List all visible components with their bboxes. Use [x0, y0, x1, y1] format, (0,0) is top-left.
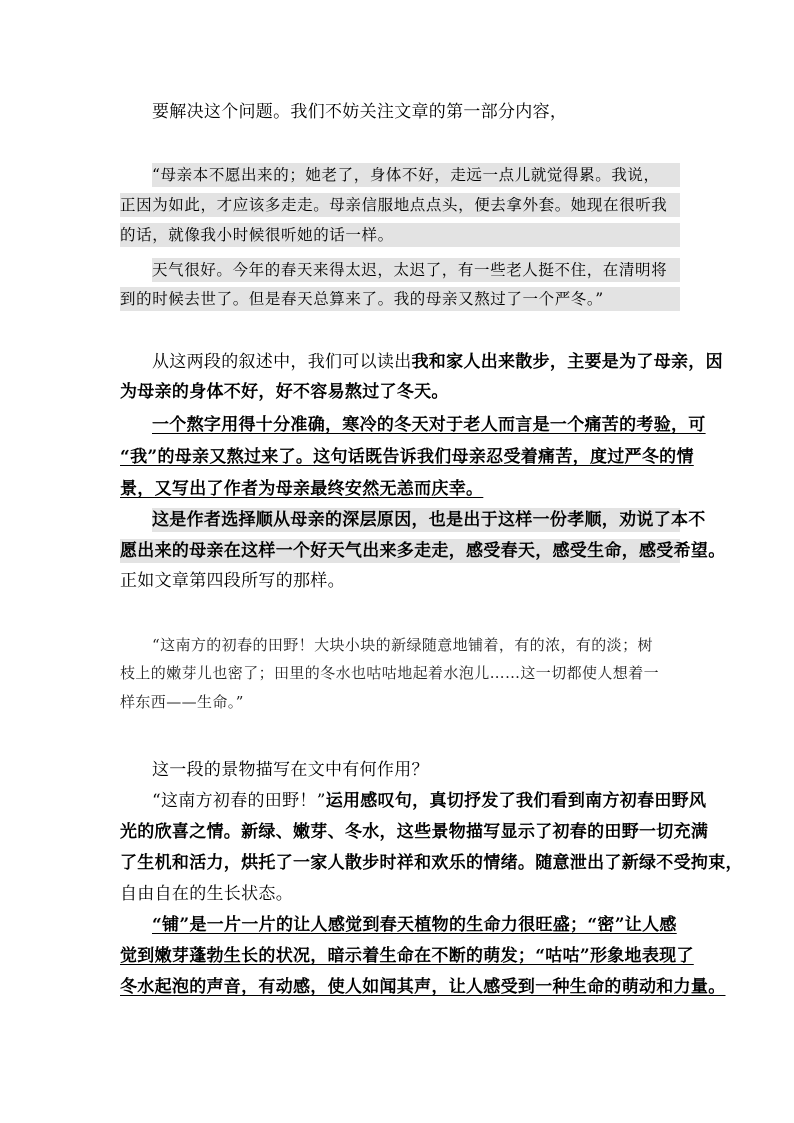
analysis1-paragraph1-line — [152, 350, 723, 374]
analysis2-bold-text: 运用感叹句，真切抒发了我们看到南方初春田野风 — [325, 791, 707, 811]
analysis2-paragraph1-line: 自由自在的生长状态。 — [120, 884, 293, 904]
quote1-line: 到的时候去世了。但是春天总算来了。我的母亲又熬过了一个严冬。” — [120, 287, 680, 311]
analysis2-paragraph1-line: 了生机和活力，烘托了一家人散步时祥和欢乐的情绪。随意泄出了新绿不受拘束， — [120, 853, 743, 873]
analysis2-paragraph2-line: 冬水起泡的声音，有动感，使人如闻其声，让人感受到一种生命的萌动和力量。 — [120, 977, 726, 997]
quote2-line: 样东西——生命。” — [120, 693, 244, 711]
analysis2-paragraph1-line: 光的欣喜之情。新绿、嫩芽、冬水，这些景物描写显示了初春的田野一切充满 — [120, 822, 709, 842]
analysis1-paragraph2-line: 景，又写出了作者为母亲最终安然无恙而庆幸。 — [120, 479, 484, 499]
analysis2-paragraph1-line — [152, 789, 707, 813]
intro-paragraph: 要解决这个问题。我们不妨关注文章的第一部分内容， — [152, 102, 568, 122]
analysis1-bold-text: 我和家人出来散步，主要是为了母亲，因 — [411, 352, 723, 372]
analysis1-paragraph3-line: 这是作者选择顺从母亲的深层原因，也是出于这样一份孝顺，劝说了本不 — [152, 510, 706, 530]
quote1-line: 的话，就像我小时候很听她的话一样。 — [120, 223, 680, 247]
quote1-line: 正因为如此，才应该多走走。母亲信服地点点头，便去拿外套。她现在很听我 — [120, 193, 680, 217]
analysis1-plain-text: 从这两段的叙述中，我们可以读出 — [152, 352, 412, 372]
analysis1-paragraph2-line: 一个熬字用得十分准确，寒冷的冬天对于老人而言是一个痛苦的考验，可 — [152, 415, 706, 435]
question-heading: 这一段的景物描写在文中有何作用？ — [152, 760, 429, 780]
analysis1-paragraph3-line: 正如文章第四段所写的那样。 — [120, 571, 345, 591]
quote2-line: “这南方的初春的田野！大块小块的新绿随意地铺着，有的浓，有的淡；树 — [152, 636, 653, 654]
quote1-line: “母亲本不愿出来的；她老了，身体不好，走远一点儿就觉得累。我说， — [152, 163, 680, 187]
analysis1-paragraph2-line: “我”的母亲又熬过来了。这句话既告诉我们母亲忍受着痛苦，度过严冬的情 — [120, 447, 694, 467]
quote2-line: 枝上的嫩芽儿也密了；田里的冬水也咕咕地起着水泡儿……这一切都使人想着一 — [120, 664, 660, 682]
quote1-line: 天气很好。今年的春天来得太迟，太迟了，有一些老人挺不住，在清明将 — [152, 258, 680, 282]
analysis1-paragraph3-line: 愿出来的母亲在这样一个好天气出来多走走，感受春天，感受生命，感受希望。 — [120, 541, 726, 561]
analysis2-paragraph2-line: “铺”是一片一片的让人感觉到春天植物的生命力很旺盛；“密”让人感 — [152, 915, 677, 935]
analysis2-paragraph2-line: 觉到嫩芽蓬勃生长的状况，暗示着生命在不断的萌发；“咕咕”形象地表现了 — [120, 946, 694, 966]
analysis2-quote-text: “这南方初春的田野！” — [152, 791, 326, 811]
analysis1-paragraph1-line: 为母亲的身体不好，好不容易熬过了冬天。 — [120, 382, 449, 402]
